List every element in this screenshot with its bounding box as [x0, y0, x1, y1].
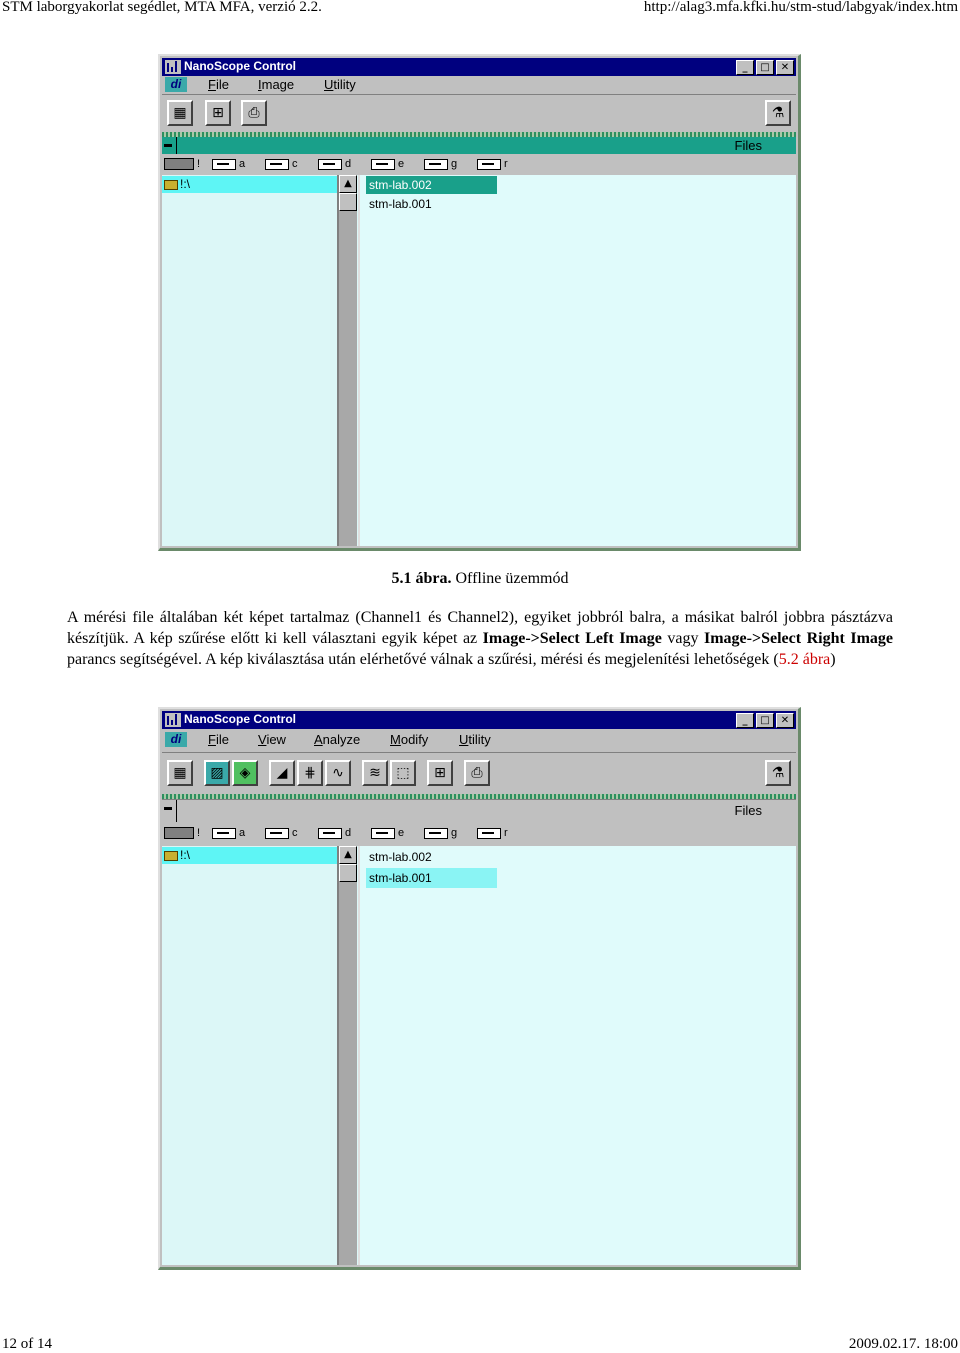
drive-icon: [164, 158, 194, 170]
drive-g[interactable]: g: [424, 827, 457, 839]
close-button[interactable]: ✕: [776, 713, 794, 728]
menu-analyze[interactable]: Analyze: [314, 732, 361, 747]
drive-icon: [265, 828, 289, 839]
file-item[interactable]: stm-lab.002: [366, 176, 497, 194]
scroll-up-icon[interactable]: ▲: [339, 846, 357, 864]
printer-icon[interactable]: ⎙: [241, 100, 267, 126]
system-menu-icon[interactable]: [164, 144, 172, 147]
drive-icon: [371, 828, 395, 839]
window-title: NanoScope Control: [184, 59, 297, 73]
microscope-icon[interactable]: ⚗: [765, 100, 791, 126]
grid-icon[interactable]: ▦: [167, 760, 193, 786]
window-title: NanoScope Control: [184, 712, 297, 726]
file-pane: [358, 175, 796, 546]
flowchart-icon[interactable]: ⊞: [205, 100, 231, 126]
drive-a[interactable]: a: [212, 827, 245, 839]
maximize-button[interactable]: □: [756, 713, 774, 728]
minimize-button[interactable]: _: [736, 60, 754, 75]
directory-item[interactable]: !:\: [162, 176, 337, 193]
file-item[interactable]: stm-lab.001: [366, 868, 497, 888]
directory-scrollbar[interactable]: [338, 846, 357, 1265]
figure-reference: 5.2 ábra: [778, 651, 831, 668]
scroll-thumb[interactable]: [339, 864, 357, 882]
menu-bar: [162, 76, 796, 94]
drive-icon: [164, 827, 194, 839]
drive-icon: [265, 159, 289, 170]
drive-d[interactable]: d: [318, 827, 351, 839]
page-number: 12 of 14: [2, 1336, 52, 1352]
menu-image[interactable]: Image: [258, 77, 295, 92]
body-paragraph: A mérési file általában két képet tartalmaz (Channel1 és Channel2), egyiket jobbról balra, a másikat balról jobbra pásztázva készítjük. A kép szűrése előtt ki kell választani egyik képet az Image->Select Left Image vagy Image->Select Right Image parancs segítségével. A kép kiválasztása után elérhetővé válnak a szűrési, mérési és megjelenítési lehetőségek (5.2 ábra): [67, 609, 893, 668]
di-logo-icon: di: [165, 77, 187, 92]
flowchart-icon[interactable]: ⊞: [427, 760, 453, 786]
folder-icon: [164, 180, 178, 190]
scroll-up-icon[interactable]: ▲: [339, 175, 357, 193]
app-icon: [165, 60, 181, 74]
top-view-icon[interactable]: ▨: [204, 760, 230, 786]
grid-icon[interactable]: ▦: [167, 100, 193, 126]
drive-bang[interactable]: !: [164, 158, 200, 170]
print-timestamp: 2009.02.17. 18:00: [848, 1336, 958, 1352]
title-bar: [162, 711, 796, 729]
drive-icon: [477, 159, 501, 170]
browser-content: [162, 846, 796, 1265]
drive-icon: [318, 828, 342, 839]
3d-surface-icon[interactable]: ◈: [232, 760, 258, 786]
drive-c[interactable]: c: [265, 827, 298, 839]
drive-c[interactable]: c: [265, 158, 298, 170]
menu-file[interactable]: File: [208, 77, 229, 92]
menu-utility[interactable]: Utility: [324, 77, 356, 92]
folder-icon: [164, 851, 178, 861]
drive-r[interactable]: r: [477, 827, 508, 839]
figure-caption: 5.1 ábra. Offline üzemmód: [391, 570, 569, 587]
drive-bang[interactable]: !: [164, 827, 200, 839]
directory-pane: [162, 175, 338, 546]
drive-icon: [371, 159, 395, 170]
path-bar: [162, 799, 796, 822]
toolbar: [162, 752, 796, 795]
directory-scrollbar[interactable]: [338, 175, 357, 546]
system-menu-icon[interactable]: [164, 807, 172, 810]
drive-icon: [212, 159, 236, 170]
files-label: Files: [734, 138, 762, 153]
drive-icon: [318, 159, 342, 170]
files-label: Files: [734, 803, 762, 818]
file-item[interactable]: stm-lab.001: [369, 197, 432, 211]
menu-view[interactable]: View: [258, 732, 286, 747]
di-logo-icon: di: [165, 732, 187, 747]
drive-a[interactable]: a: [212, 158, 245, 170]
file-item[interactable]: stm-lab.002: [369, 850, 432, 864]
close-button[interactable]: ✕: [776, 60, 794, 75]
browser-content: [162, 175, 796, 546]
drive-e[interactable]: e: [371, 158, 404, 170]
title-bar: [162, 58, 796, 76]
drive-d[interactable]: d: [318, 158, 351, 170]
drive-bar: [162, 824, 796, 844]
planefit-icon[interactable]: ⬚: [390, 760, 416, 786]
grid-analysis-icon[interactable]: ⋕: [297, 760, 323, 786]
microscope-icon[interactable]: ⚗: [765, 760, 791, 786]
app-icon: [165, 713, 181, 727]
profile-icon[interactable]: ∿: [325, 760, 351, 786]
drive-icon: [424, 828, 448, 839]
menu-utility[interactable]: Utility: [459, 732, 491, 747]
nanoscope-window-image: [158, 707, 801, 1270]
drive-icon: [212, 828, 236, 839]
directory-pane: [162, 846, 338, 1265]
page-header-title: STM laborgyakorlat segédlet, MTA MFA, verzió 2.2.: [2, 0, 322, 15]
menu-file[interactable]: File: [208, 732, 229, 747]
scroll-thumb[interactable]: [339, 193, 357, 211]
toolbar: [162, 94, 796, 133]
drive-icon: [424, 159, 448, 170]
path-bar: [162, 137, 796, 154]
line-analysis-icon[interactable]: ◢: [269, 760, 295, 786]
drive-e[interactable]: e: [371, 827, 404, 839]
drive-icon: [477, 828, 501, 839]
file-pane: [358, 846, 796, 1265]
maximize-button[interactable]: □: [756, 60, 774, 75]
directory-item[interactable]: !:\: [162, 847, 337, 864]
menu-bar: [162, 731, 796, 751]
drive-r[interactable]: r: [477, 158, 508, 170]
menu-modify[interactable]: Modify: [390, 732, 429, 747]
page-header-url: http://alag3.mfa.kfki.hu/stm-stud/labgyak/index.htm: [643, 0, 958, 15]
minimize-button[interactable]: _: [736, 713, 754, 728]
drive-g[interactable]: g: [424, 158, 457, 170]
drive-bar: [162, 155, 796, 175]
nanoscope-window-offline: [158, 54, 801, 551]
printer-icon[interactable]: ⎙: [464, 760, 490, 786]
flatten-icon[interactable]: ≋: [362, 760, 388, 786]
